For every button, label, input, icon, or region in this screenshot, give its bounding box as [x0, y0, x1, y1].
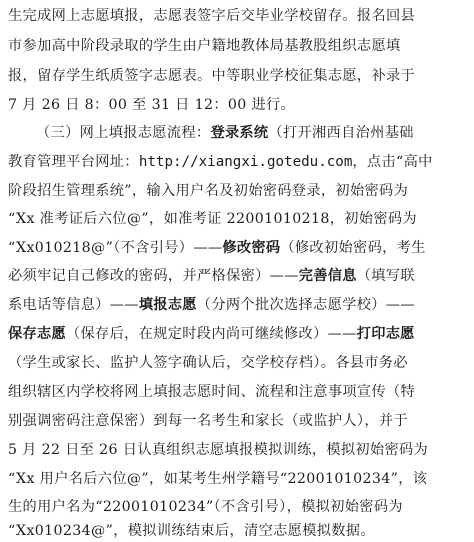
- text-line: “Xx 准考证后六位@”，如准考证 22001010218，初始密码为: [8, 211, 417, 227]
- text-line: 组织辖区内学校将网上填报志愿时间、流程和注意事项宣传（特: [8, 384, 416, 400]
- text-line: 生完成网上志愿填报，志愿表签字后交毕业学校留存。报名回县: [8, 8, 416, 24]
- text-line: [36, 122, 414, 144]
- text-line: 7 月 26 日 8：00 至 31 日 12：00 进行。: [8, 97, 296, 113]
- step-fill-in: 填报志愿: [138, 297, 197, 313]
- text-line: [8, 151, 433, 173]
- text-line: “Xx010234@”，模拟训练结束后，清空志愿模拟数据。: [8, 523, 375, 539]
- text-line: [8, 294, 415, 316]
- platform-url: http://xiangxi.gotedu.com: [138, 154, 353, 170]
- step-complete-info: 完善信息: [298, 268, 357, 284]
- text-span: （分两个批次选择志愿学校）——: [196, 297, 415, 313]
- step-print: 打印志愿: [356, 326, 415, 342]
- text-span: （保存后，在规定时段内尚可继续修改）——: [65, 326, 357, 342]
- step-change-password: 修改密码: [222, 240, 281, 256]
- text-line: 阶段招生管理系统”，输入用户名及初始密码登录，初始密码为: [8, 183, 409, 199]
- text-span: 系电话等信息）——: [8, 297, 139, 313]
- text-line: [8, 237, 426, 259]
- text-span: （打开湘西自治州基础: [268, 125, 414, 141]
- text-line: “Xx 用户名后六位@”，如某考生州学籍号“22001010234”，该: [8, 471, 428, 487]
- text-span: “Xx010218@”（不含引号）——: [8, 240, 223, 256]
- step-save: 保存志愿: [8, 326, 66, 342]
- text-span: 教育管理平台网址：: [8, 154, 139, 170]
- text-line: 别强调密码注意保密）到每一名考生和家长（或监护人），并于: [8, 413, 408, 429]
- text-line: 生的用户名为“22001010234”（不含引号），模拟初始密码为: [8, 499, 403, 515]
- text-span: （填写联: [356, 268, 415, 284]
- text-span: （修改初始密码，考生: [280, 240, 426, 256]
- text-line: 5 月 22 日至 26 日认真组织志愿填报模拟训练，模拟初始密码为: [8, 442, 429, 458]
- section-heading: （三）网上填报志愿流程：: [36, 125, 211, 141]
- text-line: [8, 265, 415, 287]
- text-line: 市参加高中阶段录取的学生由户籍地教体局基教股组织志愿填: [8, 38, 401, 54]
- text-line: （学生或家长、监护人签字确认后，交学校存档）。各县市务必: [8, 355, 408, 371]
- text-span: 必须牢记自己修改的密码，并严格保密）——: [8, 268, 299, 284]
- text-span: ，点击“高中: [352, 154, 433, 170]
- step-login: 登录系统: [210, 125, 269, 141]
- text-line: [8, 323, 415, 345]
- text-line: 报，留存学生纸质签字志愿表。中等职业学校征集志愿，补录于: [8, 68, 416, 84]
